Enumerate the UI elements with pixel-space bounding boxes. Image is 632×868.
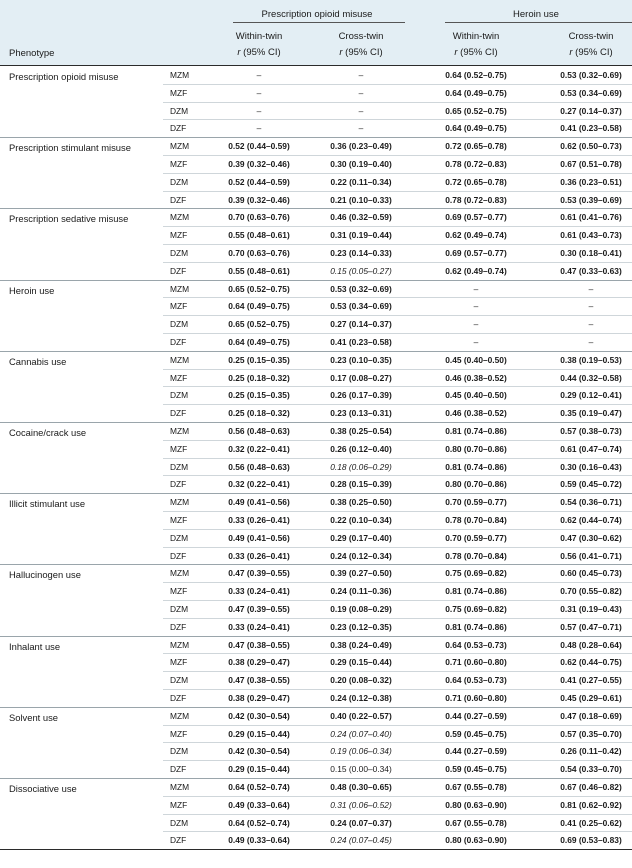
correlation-cell: 0.61 (0.41–0.76): [560, 212, 622, 223]
header-ci-1: r (95% CI): [237, 47, 281, 58]
group-divider: [0, 137, 632, 138]
row-divider: [163, 725, 632, 726]
group-divider: [0, 778, 632, 779]
correlation-cell: 0.53 (0.34–0.69): [330, 301, 392, 312]
correlation-cell: 0.47 (0.30–0.62): [560, 532, 622, 543]
correlation-cell: 0.35 (0.19–0.47): [560, 408, 622, 419]
header-cross-twin-2: Cross-twin: [568, 31, 614, 42]
correlation-cell: 0.49 (0.33–0.64): [228, 799, 290, 810]
correlation-cell: 0.31 (0.19–0.43): [560, 604, 622, 614]
correlation-cell: 0.33 (0.26–0.41): [228, 515, 290, 525]
correlation-cell: 0.75 (0.69–0.82): [445, 568, 507, 579]
correlation-cell: 0.23 (0.14–0.33): [330, 248, 392, 258]
correlation-cell: 0.38 (0.25–0.50): [330, 497, 392, 508]
twin-type: DZF: [170, 621, 187, 632]
row-divider: [163, 458, 632, 459]
correlation-cell: 0.31 (0.19–0.44): [330, 230, 392, 241]
twin-type: MZF: [170, 728, 188, 739]
correlation-cell: 0.32 (0.22–0.41): [228, 479, 290, 490]
correlation-cell: 0.25 (0.18–0.32): [228, 372, 290, 383]
twin-type: MZF: [170, 87, 188, 98]
twin-type: DZM: [170, 176, 189, 187]
correlation-cell: –: [473, 283, 479, 294]
correlation-cell: 0.30 (0.19–0.40): [330, 159, 392, 169]
correlation-cell: 0.48 (0.30–0.65): [330, 782, 392, 792]
row-divider: [163, 529, 632, 530]
correlation-cell: 0.64 (0.52–0.75): [445, 70, 507, 80]
phenotype-label: Prescription stimulant misuse: [9, 142, 131, 154]
correlation-cell: 0.62 (0.44–0.75): [560, 657, 622, 668]
correlation-cell: 0.52 (0.44–0.59): [228, 141, 290, 152]
phenotype-label: Solvent use: [9, 711, 58, 723]
correlation-cell: 0.81 (0.74–0.86): [445, 461, 507, 472]
twin-type: DZM: [170, 532, 189, 543]
twin-type: DZM: [170, 461, 189, 472]
correlation-cell: 0.53 (0.39–0.69): [560, 194, 622, 205]
row-divider: [163, 511, 632, 512]
twin-type: DZM: [170, 746, 189, 757]
correlation-cell: –: [256, 123, 262, 134]
group-divider: [0, 351, 632, 352]
header-cross-twin-1: Cross-twin: [338, 31, 384, 42]
phenotype-label: Prescription opioid misuse: [9, 71, 119, 82]
twin-type: MZM: [170, 70, 190, 80]
twin-type: MZF: [170, 657, 188, 668]
row-divider: [163, 297, 632, 298]
correlation-cell: –: [358, 87, 364, 98]
correlation-cell: 0.27 (0.14–0.37): [560, 105, 622, 116]
correlation-cell: 0.24 (0.11–0.36): [330, 586, 392, 597]
correlation-cell: 0.17 (0.08–0.27): [330, 372, 392, 383]
correlation-cell: 0.25 (0.15–0.35): [228, 390, 290, 401]
correlation-cell: 0.38 (0.19–0.53): [560, 354, 622, 365]
correlation-cell: 0.62 (0.49–0.74): [445, 265, 507, 276]
correlation-cell: 0.31 (0.06–0.52): [330, 799, 392, 810]
phenotype-label: Dissociative use: [9, 783, 77, 794]
correlation-cell: 0.53 (0.32–0.69): [560, 70, 622, 80]
correlation-cell: 0.47 (0.39–0.55): [228, 604, 290, 614]
correlation-cell: 0.54 (0.33–0.70): [560, 764, 622, 775]
correlation-cell: 0.49 (0.33–0.64): [228, 835, 290, 846]
twin-type: DZM: [170, 105, 189, 116]
correlation-cell: 0.64 (0.53–0.73): [445, 675, 507, 686]
correlation-cell: 0.71 (0.60–0.80): [445, 693, 507, 703]
correlation-cell: 0.71 (0.60–0.80): [445, 657, 507, 668]
row-divider: [163, 369, 632, 370]
twin-type: MZM: [170, 497, 190, 508]
correlation-cell: 0.56 (0.48–0.63): [228, 426, 290, 436]
correlation-cell: 0.62 (0.50–0.73): [560, 141, 622, 152]
group-divider: [0, 422, 632, 423]
twin-type: MZM: [170, 426, 190, 436]
correlation-cell: 0.33 (0.24–0.41): [228, 586, 290, 597]
correlation-cell: 0.69 (0.57–0.77): [445, 248, 507, 258]
header-within-twin-1: Within-twin: [235, 31, 283, 42]
correlation-cell: 0.44 (0.27–0.59): [445, 746, 507, 757]
correlation-cell: 0.55 (0.48–0.61): [228, 265, 290, 276]
correlation-cell: 0.62 (0.49–0.74): [445, 230, 507, 241]
correlation-cell: 0.80 (0.70–0.86): [445, 479, 507, 490]
correlation-cell: 0.47 (0.33–0.63): [560, 265, 622, 276]
correlation-cell: 0.46 (0.38–0.52): [445, 372, 507, 383]
correlation-cell: 0.40 (0.22–0.57): [330, 710, 392, 721]
row-divider: [163, 600, 632, 601]
correlation-cell: 0.52 (0.44–0.59): [228, 176, 290, 187]
twin-type: MZM: [170, 283, 190, 294]
correlation-cell: 0.29 (0.15–0.44): [228, 764, 290, 775]
correlation-cell: 0.38 (0.25–0.54): [330, 426, 392, 436]
correlation-cell: 0.38 (0.29–0.47): [228, 693, 290, 703]
correlation-cell: 0.26 (0.12–0.40): [330, 443, 392, 454]
correlation-cell: 0.59 (0.45–0.72): [560, 479, 622, 490]
twin-type: MZF: [170, 586, 188, 597]
correlation-cell: 0.36 (0.23–0.51): [560, 176, 622, 187]
header-group-opioid: Prescription opioid misuse: [261, 9, 373, 20]
correlation-cell: 0.65 (0.52–0.75): [445, 105, 507, 116]
correlation-cell: –: [256, 70, 262, 80]
row-divider: [163, 689, 632, 690]
correlation-cell: –: [473, 337, 479, 347]
twin-type: DZF: [170, 835, 187, 846]
correlation-cell: 0.81 (0.74–0.86): [445, 586, 507, 597]
correlation-cell: 0.70 (0.63–0.76): [228, 248, 290, 258]
correlation-cell: 0.36 (0.23–0.49): [330, 141, 392, 152]
correlation-cell: 0.67 (0.55–0.78): [445, 782, 507, 792]
correlation-cell: 0.65 (0.52–0.75): [228, 283, 290, 294]
phenotype-label: Illicit stimulant use: [9, 498, 86, 510]
twin-type: DZF: [170, 408, 187, 419]
header-phenotype: Phenotype: [9, 48, 55, 59]
row-divider: [163, 226, 632, 227]
correlation-cell: 0.78 (0.72–0.83): [445, 159, 507, 169]
correlation-cell: 0.57 (0.38–0.73): [560, 426, 622, 436]
correlation-cell: 0.61 (0.43–0.73): [560, 230, 622, 241]
correlation-cell: 0.70 (0.59–0.77): [445, 497, 507, 508]
correlation-cell: 0.80 (0.70–0.86): [445, 443, 507, 454]
header-group-heroin: Heroin use: [513, 9, 559, 20]
twin-type: DZM: [170, 390, 189, 401]
correlation-cell: 0.64 (0.49–0.75): [445, 123, 507, 134]
correlation-cell: 0.70 (0.55–0.82): [560, 586, 622, 597]
correlation-cell: 0.62 (0.44–0.74): [560, 515, 622, 525]
correlation-cell: 0.75 (0.69–0.82): [445, 604, 507, 614]
correlation-cell: 0.64 (0.52–0.74): [228, 817, 290, 828]
header-group-opioid-rule: [233, 22, 405, 23]
correlation-cell: 0.53 (0.32–0.69): [330, 283, 392, 294]
twin-type: MZM: [170, 782, 190, 792]
correlation-cell: 0.81 (0.74–0.86): [445, 426, 507, 436]
correlation-cell: 0.69 (0.57–0.77): [445, 212, 507, 223]
row-divider: [163, 333, 632, 334]
correlation-cell: 0.30 (0.18–0.41): [560, 248, 622, 258]
correlation-cell: 0.56 (0.41–0.71): [560, 550, 622, 561]
correlation-cell: 0.47 (0.38–0.55): [228, 675, 290, 686]
correlation-cell: 0.23 (0.12–0.35): [330, 621, 392, 632]
group-divider: [0, 208, 632, 209]
correlation-cell: 0.39 (0.27–0.50): [330, 568, 392, 579]
correlation-cell: 0.78 (0.70–0.84): [445, 515, 507, 525]
twin-type: DZM: [170, 675, 189, 686]
twin-type: MZF: [170, 515, 188, 525]
correlation-cell: 0.26 (0.11–0.42): [560, 746, 622, 757]
correlation-cell: 0.25 (0.18–0.32): [228, 408, 290, 419]
row-divider: [163, 119, 632, 120]
correlation-cell: –: [473, 319, 479, 330]
row-divider: [163, 315, 632, 316]
correlation-cell: 0.80 (0.63–0.90): [445, 799, 507, 810]
twin-type: DZM: [170, 604, 189, 614]
row-divider: [163, 386, 632, 387]
correlation-cell: 0.41 (0.23–0.58): [330, 337, 392, 347]
row-divider: [163, 84, 632, 85]
correlation-cell: 0.47 (0.18–0.69): [560, 710, 622, 721]
correlation-cell: –: [256, 87, 262, 98]
correlation-cell: –: [358, 70, 364, 80]
correlation-cell: 0.56 (0.48–0.63): [228, 461, 290, 472]
twin-type: DZM: [170, 319, 189, 330]
correlation-cell: 0.41 (0.25–0.62): [560, 817, 622, 828]
correlation-cell: 0.69 (0.53–0.83): [560, 835, 622, 846]
correlation-cell: 0.41 (0.23–0.58): [560, 123, 622, 134]
correlation-cell: 0.30 (0.16–0.43): [560, 461, 622, 472]
row-divider: [163, 404, 632, 405]
twin-type: DZF: [170, 764, 187, 775]
correlation-cell: 0.38 (0.24–0.49): [330, 639, 392, 650]
twin-type: MZM: [170, 212, 190, 223]
correlation-cell: 0.45 (0.29–0.61): [560, 693, 622, 703]
correlation-cell: 0.29 (0.15–0.44): [330, 657, 392, 668]
header-ci-4: r (95% CI): [569, 47, 613, 58]
correlation-cell: 0.26 (0.17–0.39): [330, 390, 392, 401]
row-divider: [163, 475, 632, 476]
correlation-cell: 0.64 (0.52–0.74): [228, 782, 290, 792]
correlation-cell: 0.41 (0.27–0.55): [560, 675, 622, 686]
correlation-cell: 0.42 (0.30–0.54): [228, 710, 290, 721]
group-divider: [0, 636, 632, 637]
correlation-cell: 0.33 (0.26–0.41): [228, 550, 290, 561]
correlation-cell: 0.54 (0.36–0.71): [560, 497, 622, 508]
correlation-cell: 0.33 (0.24–0.41): [228, 621, 290, 632]
correlation-cell: 0.46 (0.32–0.59): [330, 212, 392, 223]
correlation-cell: 0.59 (0.45–0.75): [445, 764, 507, 775]
row-divider: [163, 244, 632, 245]
correlation-cell: 0.55 (0.48–0.61): [228, 230, 290, 241]
correlation-cell: 0.15 (0.00–0.34): [330, 764, 392, 775]
correlation-cell: 0.42 (0.30–0.54): [228, 746, 290, 757]
correlation-cell: 0.57 (0.35–0.70): [560, 728, 622, 739]
correlation-cell: 0.49 (0.41–0.56): [228, 497, 290, 508]
phenotype-label: Cannabis use: [9, 355, 67, 367]
correlation-cell: 0.44 (0.27–0.59): [445, 710, 507, 721]
twin-type: DZM: [170, 248, 189, 258]
twin-type: MZM: [170, 354, 190, 365]
twin-type: DZF: [170, 479, 187, 490]
row-divider: [163, 796, 632, 797]
correlation-cell: 0.23 (0.13–0.31): [330, 408, 392, 419]
correlation-cell: –: [588, 337, 594, 347]
correlation-cell: 0.39 (0.32–0.46): [228, 159, 290, 169]
correlation-cell: 0.49 (0.41–0.56): [228, 532, 290, 543]
twin-type: DZF: [170, 194, 187, 205]
twin-type: MZF: [170, 443, 188, 454]
correlation-cell: 0.70 (0.63–0.76): [228, 212, 290, 223]
row-divider: [163, 440, 632, 441]
phenotype-label: Inhalant use: [9, 640, 61, 652]
correlation-cell: 0.46 (0.38–0.52): [445, 408, 507, 419]
correlation-cell: 0.78 (0.72–0.83): [445, 194, 507, 205]
correlation-cell: 0.81 (0.74–0.86): [445, 621, 507, 632]
correlation-cell: 0.72 (0.65–0.78): [445, 176, 507, 187]
correlation-cell: 0.64 (0.53–0.73): [445, 639, 507, 650]
row-divider: [163, 831, 632, 832]
correlation-cell: 0.24 (0.12–0.38): [330, 693, 392, 703]
twin-type: DZF: [170, 337, 187, 347]
correlation-cell: 0.25 (0.15–0.35): [228, 354, 290, 365]
row-divider: [163, 173, 632, 174]
correlation-cell: 0.22 (0.11–0.34): [330, 176, 392, 187]
correlation-cell: 0.47 (0.38–0.55): [228, 639, 290, 650]
row-divider: [163, 742, 632, 743]
twin-type: MZF: [170, 159, 188, 169]
correlation-cell: –: [358, 105, 364, 116]
correlation-cell: 0.48 (0.28–0.64): [560, 639, 622, 650]
correlation-cell: 0.15 (0.05–0.27): [330, 265, 392, 276]
header-group-heroin-rule: [445, 22, 632, 23]
twin-type: MZF: [170, 301, 188, 312]
correlation-cell: 0.81 (0.62–0.92): [560, 799, 622, 810]
row-divider: [163, 814, 632, 815]
row-divider: [163, 547, 632, 548]
correlation-cell: 0.59 (0.45–0.75): [445, 728, 507, 739]
correlation-cell: 0.24 (0.12–0.34): [330, 550, 392, 561]
row-divider: [163, 582, 632, 583]
group-divider: [0, 849, 632, 850]
correlation-cell: 0.70 (0.59–0.77): [445, 532, 507, 543]
group-divider: [0, 564, 632, 565]
phenotype-label: Cocaine/crack use: [9, 427, 87, 438]
twin-type: MZF: [170, 372, 188, 383]
correlation-cell: 0.24 (0.07–0.45): [330, 835, 392, 846]
twin-type: MZM: [170, 710, 190, 721]
correlation-cell: 0.72 (0.65–0.78): [445, 141, 507, 152]
row-divider: [163, 653, 632, 654]
correlation-cell: 0.67 (0.51–0.78): [560, 159, 622, 169]
correlation-cell: 0.61 (0.47–0.74): [560, 443, 622, 454]
correlation-cell: –: [588, 301, 594, 312]
twin-type: DZF: [170, 123, 187, 134]
correlation-cell: 0.53 (0.34–0.69): [560, 87, 622, 98]
correlation-cell: 0.29 (0.15–0.44): [228, 728, 290, 739]
phenotype-label: Heroin use: [9, 284, 55, 296]
row-divider: [163, 618, 632, 619]
correlation-cell: 0.67 (0.46–0.82): [560, 782, 622, 792]
correlation-cell: 0.18 (0.06–0.29): [330, 461, 392, 472]
correlation-cell: 0.21 (0.10–0.33): [330, 194, 392, 205]
correlation-cell: 0.32 (0.22–0.41): [228, 443, 290, 454]
header-within-twin-2: Within-twin: [452, 31, 500, 42]
correlation-cell: 0.24 (0.07–0.40): [330, 728, 392, 739]
correlation-cell: 0.24 (0.07–0.37): [330, 817, 392, 828]
correlation-cell: 0.64 (0.49–0.75): [445, 87, 507, 98]
row-divider: [163, 262, 632, 263]
twin-type: DZM: [170, 817, 189, 828]
group-divider: [0, 280, 632, 281]
correlation-cell: 0.67 (0.55–0.78): [445, 817, 507, 828]
correlation-cell: 0.38 (0.29–0.47): [228, 657, 290, 668]
correlation-cell: 0.64 (0.49–0.75): [228, 337, 290, 347]
correlation-cell: 0.23 (0.10–0.35): [330, 354, 392, 365]
twin-type: MZM: [170, 639, 190, 650]
twin-type: DZF: [170, 265, 187, 276]
correlation-cell: 0.29 (0.17–0.40): [330, 532, 392, 543]
correlation-cell: 0.57 (0.47–0.71): [560, 621, 622, 632]
correlation-cell: 0.45 (0.40–0.50): [445, 354, 507, 365]
group-divider: [0, 707, 632, 708]
phenotype-label: Hallucinogen use: [9, 569, 81, 581]
correlation-cell: –: [588, 283, 594, 294]
header-ci-3: r (95% CI): [454, 47, 498, 58]
row-divider: [163, 191, 632, 192]
correlation-cell: –: [358, 123, 364, 134]
group-divider: [0, 493, 632, 494]
twin-type: MZM: [170, 568, 190, 579]
twin-type: DZF: [170, 693, 187, 703]
correlation-cell: 0.47 (0.39–0.55): [228, 568, 290, 579]
twin-type: MZF: [170, 799, 188, 810]
header-bottom-rule: [0, 65, 632, 66]
correlation-cell: 0.39 (0.32–0.46): [228, 194, 290, 205]
correlation-cell: 0.60 (0.45–0.73): [560, 568, 622, 579]
correlation-cell: 0.29 (0.12–0.41): [560, 390, 622, 401]
correlation-cell: –: [256, 105, 262, 116]
correlation-cell: 0.45 (0.40–0.50): [445, 390, 507, 401]
row-divider: [163, 671, 632, 672]
correlation-cell: 0.19 (0.08–0.29): [330, 604, 392, 614]
phenotype-label: Prescription sedative misuse: [9, 213, 129, 225]
correlation-cell: 0.78 (0.70–0.84): [445, 550, 507, 561]
correlation-cell: 0.65 (0.52–0.75): [228, 319, 290, 330]
correlation-cell: 0.80 (0.63–0.90): [445, 835, 507, 846]
correlation-cell: 0.19 (0.06–0.34): [330, 746, 392, 757]
correlation-cell: 0.64 (0.49–0.75): [228, 301, 290, 312]
correlation-cell: 0.44 (0.32–0.58): [560, 372, 622, 383]
twin-type: MZF: [170, 230, 188, 241]
row-divider: [163, 155, 632, 156]
correlation-cell: –: [588, 319, 594, 330]
row-divider: [163, 102, 632, 103]
correlation-cell: 0.20 (0.08–0.32): [330, 675, 392, 686]
twin-type: DZF: [170, 550, 187, 561]
correlation-cell: 0.28 (0.15–0.39): [330, 479, 392, 490]
correlation-cell: –: [473, 301, 479, 312]
twin-type: MZM: [170, 141, 190, 152]
row-divider: [163, 760, 632, 761]
correlation-cell: 0.22 (0.10–0.34): [330, 515, 392, 525]
correlation-cell: 0.27 (0.14–0.37): [330, 319, 392, 330]
header-ci-2: r (95% CI): [339, 47, 383, 58]
